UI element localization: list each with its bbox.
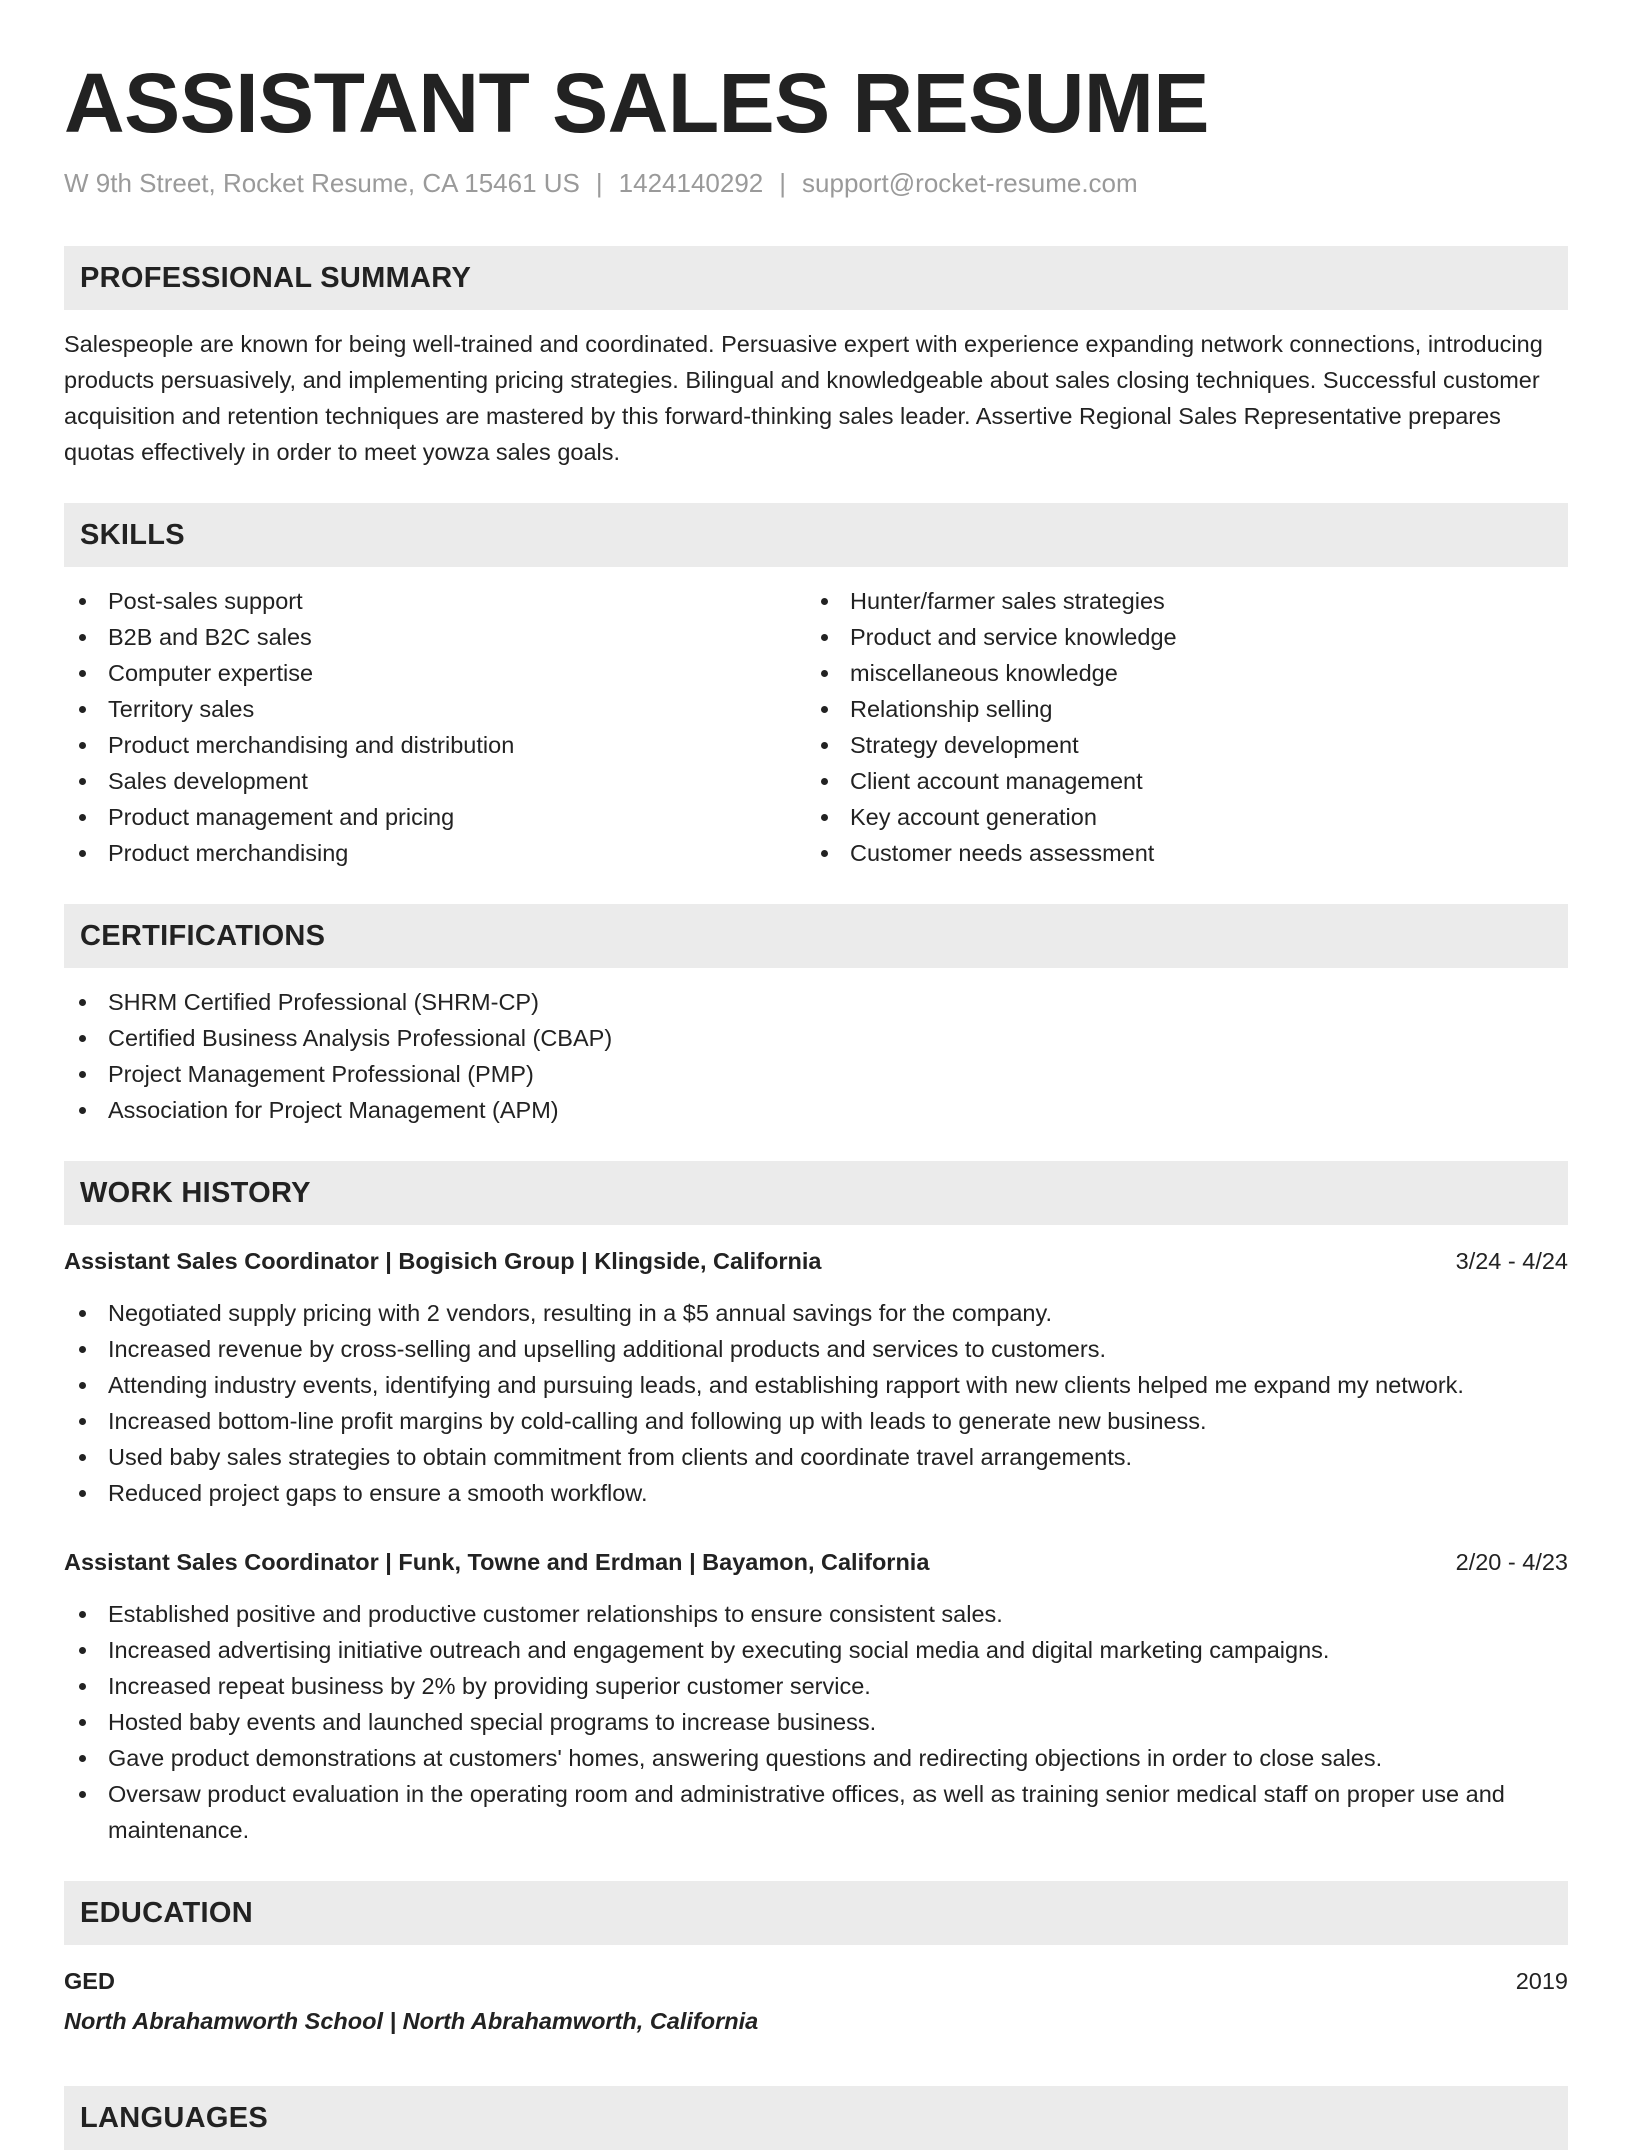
skill-item: Customer needs assessment: [806, 835, 1548, 871]
job-bullet: Gave product demonstrations at customers' homes, answering questions and redirecting objections in order to close sales.: [64, 1740, 1568, 1776]
skills-heading: SKILLS: [64, 503, 1568, 567]
job-dates: 2/20 - 4/23: [1455, 1549, 1568, 1575]
work-history-heading: WORK HISTORY: [64, 1161, 1568, 1225]
job-bullet: Reduced project gaps to ensure a smooth workflow.: [64, 1475, 1568, 1511]
job-entry: [64, 1544, 1568, 1848]
job-bullet: Increased revenue by cross-selling and upselling additional products and services to customers.: [64, 1331, 1568, 1367]
education-section: [64, 1881, 1568, 2039]
job-bullet: Negotiated supply pricing with 2 vendors, resulting in a $5 annual savings for the company.: [64, 1295, 1568, 1331]
skill-item: Product merchandising: [64, 835, 806, 871]
skill-item: Strategy development: [806, 727, 1548, 763]
job-bullet: Increased bottom-line profit margins by cold-calling and following up with leads to generate new business.: [64, 1403, 1568, 1439]
skills-list-left: [64, 583, 806, 871]
contact-address: W 9th Street, Rocket Resume, CA 15461 US: [64, 168, 580, 198]
skills-section: [64, 503, 1568, 871]
contact-separator: |: [595, 168, 603, 198]
skill-item: B2B and B2C sales: [64, 619, 806, 655]
certification-item: SHRM Certified Professional (SHRM-CP): [64, 984, 1568, 1020]
certifications-heading: CERTIFICATIONS: [64, 904, 1568, 968]
skills-grid: [64, 583, 1568, 871]
education-degree: GED: [64, 1968, 115, 1994]
contact-email: support@rocket-resume.com: [802, 168, 1138, 198]
certification-item: Certified Business Analysis Professional (CBAP): [64, 1020, 1568, 1056]
skill-item: Hunter/farmer sales strategies: [806, 583, 1548, 619]
job-title: Assistant Sales Coordinator | Bogisich Group | Klingside, California: [64, 1248, 822, 1274]
job-bullet: Established positive and productive customer relationships to ensure consistent sales.: [64, 1596, 1568, 1632]
contact-separator: |: [779, 168, 787, 198]
resume-page: [64, 54, 1568, 2150]
certification-item: Project Management Professional (PMP): [64, 1056, 1568, 1092]
job-bullet: Hosted baby events and launched special programs to increase business.: [64, 1704, 1568, 1740]
work-history-section: [64, 1161, 1568, 1848]
job-entry: [64, 1243, 1568, 1511]
job-bullet: Oversaw product evaluation in the operating room and administrative offices, as well as training senior medical staff on proper use and maintenance.: [64, 1776, 1568, 1848]
certifications-section: [64, 904, 1568, 1128]
job-dates: 3/24 - 4/24: [1455, 1248, 1568, 1274]
job-bullet: Used baby sales strategies to obtain commitment from clients and coordinate travel arrangements.: [64, 1439, 1568, 1475]
languages-heading: LANGUAGES: [64, 2086, 1568, 2150]
skill-item: Key account generation: [806, 799, 1548, 835]
job-bullets: [64, 1295, 1568, 1511]
skills-list-right: [806, 583, 1548, 871]
certifications-list: [64, 984, 1568, 1128]
skill-item: Territory sales: [64, 691, 806, 727]
summary-heading: PROFESSIONAL SUMMARY: [64, 246, 1568, 310]
job-bullet: Attending industry events, identifying and pursuing leads, and establishing rapport with new clients helped me expand my network.: [64, 1367, 1568, 1403]
skill-item: Product and service knowledge: [806, 619, 1548, 655]
job-bullets: [64, 1596, 1568, 1848]
summary-section: [64, 246, 1568, 470]
education-school: North Abrahamworth School | North Abrahamworth, California: [64, 2008, 759, 2034]
contact-line: [64, 166, 1568, 200]
skill-item: Post-sales support: [64, 583, 806, 619]
languages-section: [64, 2086, 1568, 2150]
job-header: [64, 1544, 1568, 1580]
job-header: [64, 1243, 1568, 1279]
job-title: Assistant Sales Coordinator | Funk, Towne and Erdman | Bayamon, California: [64, 1549, 930, 1575]
contact-phone: 1424140292: [618, 168, 764, 198]
skill-item: Sales development: [64, 763, 806, 799]
skill-item: Product merchandising and distribution: [64, 727, 806, 763]
certification-item: Association for Project Management (APM): [64, 1092, 1568, 1128]
skill-item: Relationship selling: [806, 691, 1548, 727]
skill-item: Client account management: [806, 763, 1548, 799]
education-header: [64, 1963, 1568, 1999]
skill-item: Product management and pricing: [64, 799, 806, 835]
skill-item: Computer expertise: [64, 655, 806, 691]
summary-text: Salespeople are known for being well-trained and coordinated. Persuasive expert with experience expanding network connections, introducing products persuasively, and implementing pricing strategies. Bilingual and knowledgeable about sales closing techniques. Successful customer acquisition and retention techniques are mastered by this forward-thinking sales leader. Assertive Regional Sales Representative prepares quotas effectively in order to meet yowza sales goals.: [64, 331, 1543, 465]
education-heading: EDUCATION: [64, 1881, 1568, 1945]
job-bullet: Increased advertising initiative outreach and engagement by executing social media and digital marketing campaigns.: [64, 1632, 1568, 1668]
resume-title: ASSISTANT SALES RESUME: [64, 56, 1209, 150]
job-bullet: Increased repeat business by 2% by providing superior customer service.: [64, 1668, 1568, 1704]
education-year: 2019: [1515, 1968, 1568, 1994]
skill-item: miscellaneous knowledge: [806, 655, 1548, 691]
